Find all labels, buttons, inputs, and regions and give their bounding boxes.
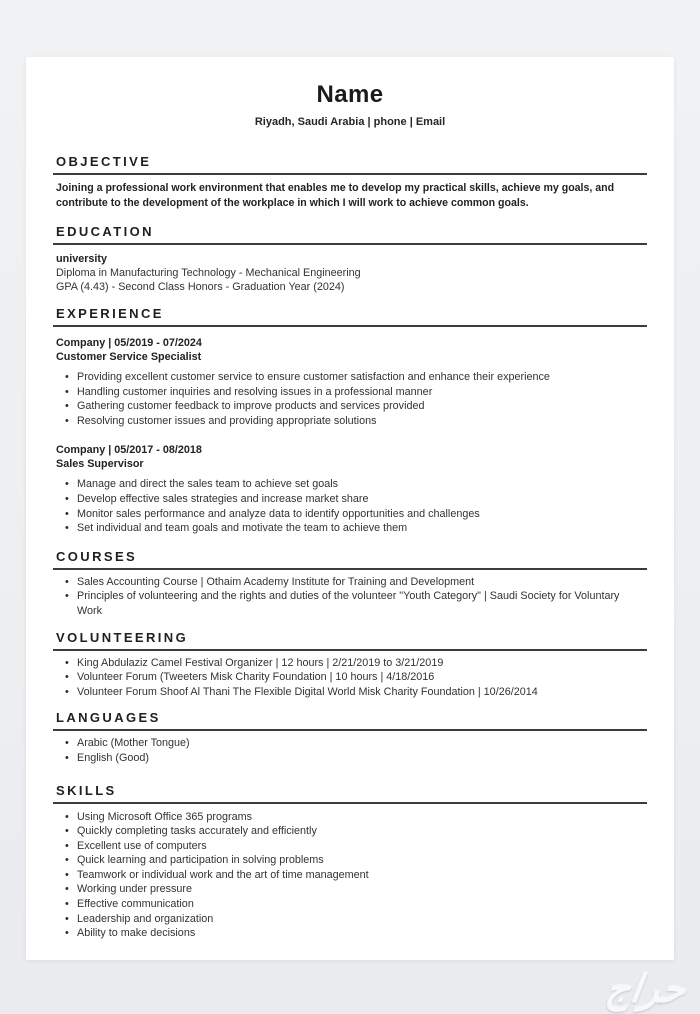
section-education (53, 224, 647, 294)
section-experience (53, 306, 647, 536)
list-item: • Quickly completing tasks accurately and efficiently (56, 824, 647, 839)
job-role: Customer Service Specialist (56, 351, 202, 363)
list-item: • Volunteer Forum (Tweeters Misk Charity Foundation | 10 hours | 4/18/2016 (56, 670, 647, 685)
education-degree: Diploma in Manufacturing Technology - Mechanical Engineering (56, 267, 361, 279)
section-objective (53, 154, 647, 210)
languages-list (53, 736, 647, 765)
list-item: • Resolving customer issues and providing appropriate solutions (56, 414, 647, 429)
list-item: • Monitor sales performance and analyze data to identify opportunities and challenges (56, 507, 647, 522)
list-item: • King Abdulaziz Camel Festival Organizer | 12 hours | 2/21/2019 to 3/21/2019 (56, 656, 647, 671)
job-role: Sales Supervisor (56, 458, 144, 471)
languages-title: LANGUAGES (53, 710, 647, 731)
education-result: GPA (4.43) - Second Class Honors - Graduation Year (2024) (56, 281, 345, 293)
contact-line: Riyadh, Saudi Arabia | phone | Email (254, 116, 446, 128)
section-languages (53, 710, 647, 765)
list-item: • Manage and direct the sales team to achieve set goals (56, 477, 647, 492)
education-school: university (56, 253, 108, 265)
courses-title: COURSES (53, 549, 647, 570)
volunteering-title: VOLUNTEERING (53, 630, 647, 651)
list-item: • Working under pressure (56, 882, 647, 897)
courses-list (53, 575, 647, 619)
objective-text: Joining a professional work environment that enables me to develop my practical skills, achieve my goals, and contribute to the development of the workplace in which I will work to achieve common goals. (56, 182, 615, 209)
volunteering-list (53, 656, 647, 700)
section-skills (53, 783, 647, 941)
list-item: • Excellent use of computers (56, 839, 647, 854)
resume-page (26, 57, 674, 960)
list-item: • Principles of volunteering and the rights and duties of the volunteer "Youth Category" | Saudi Society for Voluntary Work (56, 589, 647, 618)
job-bullet-list (53, 370, 647, 428)
skills-title: SKILLS (53, 783, 647, 804)
list-item: • English (Good) (56, 751, 647, 766)
list-item: • Effective communication (56, 897, 647, 912)
job-bullet-list (53, 477, 647, 535)
education-title: EDUCATION (53, 224, 647, 245)
list-item: • Leadership and organization (56, 912, 647, 927)
experience-job (53, 336, 647, 428)
list-item: • Gathering customer feedback to improve products and services provided (56, 399, 647, 414)
list-item: • Teamwork or individual work and the art of time management (56, 868, 647, 883)
list-item: • Arabic (Mother Tongue) (56, 736, 647, 751)
job-meta: Company | 05/2019 - 07/2024 (56, 337, 202, 349)
list-item: • Quick learning and participation in solving problems (56, 853, 647, 868)
list-item: • Volunteer Forum Shoof Al Thani The Flexible Digital World Misk Charity Foundation | 10/26/2014 (56, 685, 647, 700)
list-item: • Set individual and team goals and motivate the team to achieve them (56, 521, 647, 536)
skills-list (53, 810, 647, 941)
experience-job (53, 443, 647, 535)
list-item: • Ability to make decisions (56, 926, 647, 941)
job-meta: Company | 05/2017 - 08/2018 (56, 444, 202, 457)
experience-title: EXPERIENCE (53, 306, 647, 327)
list-item: • Sales Accounting Course | Othaim Academy Institute for Training and Development (56, 575, 647, 590)
section-volunteering (53, 630, 647, 700)
haraj-watermark-logo: حراج (603, 969, 689, 1011)
list-item: • Develop effective sales strategies and increase market share (56, 492, 647, 507)
objective-title: OBJECTIVE (53, 154, 647, 175)
list-item: • Handling customer inquiries and resolving issues in a professional manner (56, 385, 647, 400)
resume-name: Name (316, 81, 384, 108)
list-item: • Providing excellent customer service to ensure customer satisfaction and enhance their experience (56, 370, 647, 385)
list-item: • Using Microsoft Office 365 programs (56, 810, 647, 825)
section-courses (53, 549, 647, 619)
